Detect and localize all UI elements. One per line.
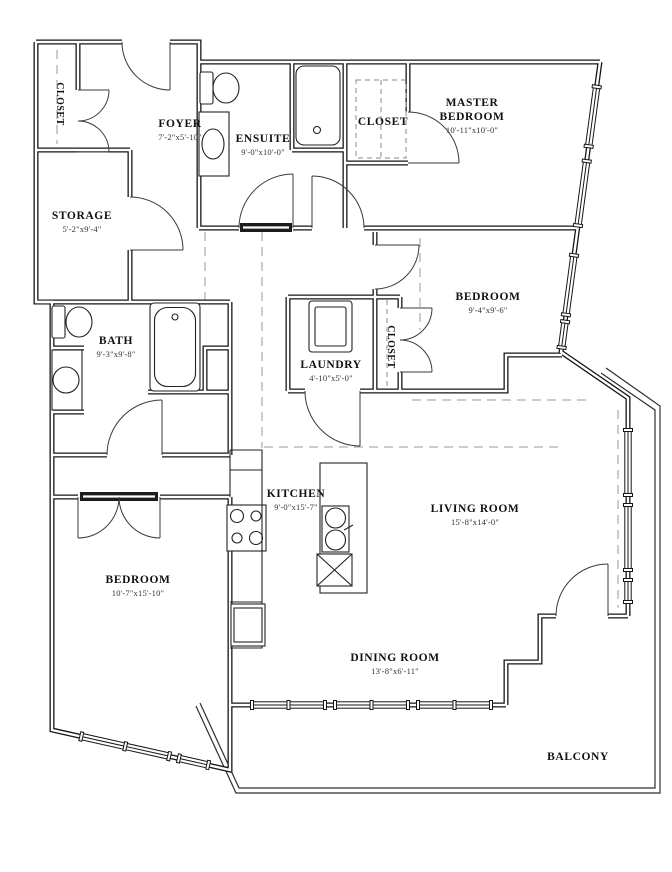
room-label-bath: BATH [98,335,134,347]
room-dims-bedroom-3: 10'-7"x15'-10" [111,588,165,598]
balcony-outline [196,368,660,793]
room-label-master-bedroom-2: BEDROOM [439,111,505,123]
bath-door [107,400,162,455]
room-dims-dining-room: 13'-8"x6'-11" [371,666,419,676]
bedroom3-french-doors [78,497,160,538]
bath-sink-icon [52,350,82,410]
stove-icon [227,505,266,551]
room-label-living-room: LIVING ROOM [430,503,520,515]
room-label-balcony: BALCONY [547,751,609,763]
ensuite-shower-icon [296,66,340,145]
laundry-door [305,391,360,446]
windows-dining-wall [251,701,493,710]
bath-toilet-icon [52,306,92,338]
room-label-bedroom-2: BEDROOM [455,291,521,303]
room-dims-foyer: 7'-2"x5'-10" [158,132,202,142]
room-label-storage: STORAGE [51,210,113,222]
storage-door [130,197,183,250]
room-label-kitchen: KITCHEN [266,488,326,500]
room-label-ensuite: ENSUITE [235,133,291,145]
room-label-laundry: LAUNDRY [300,359,362,371]
entry-door [122,42,170,90]
room-label-master-bedroom-1: MASTER [445,97,499,109]
washer-icon [309,301,352,352]
room-dims-kitchen: 9'-0"x15'-7" [274,502,318,512]
room-dims-master-bedroom: 10'-11"x10'-0" [445,125,499,135]
room-label-dining-room: DINING ROOM [350,652,440,664]
pocket-door-threshold-ensuite [240,223,292,232]
room-dims-bedroom-2: 9'-4"x9'-6" [468,305,508,315]
room-dims-bath: 9'-3"x9'-8" [96,349,136,359]
ensuite-door [239,174,293,228]
room-dims-laundry: 4'-10"x5'-0" [309,373,353,383]
windows-bedroom3-angled-wall [79,732,211,770]
room-dims-living-room: 15'-8"x14'-0" [450,517,500,527]
room-label-closet-hall: CLOSET [385,325,396,369]
windows-master-slant-wall [557,85,601,350]
dishwasher-icon [317,554,352,586]
balcony-door [556,564,608,616]
room-dims-ensuite: 9'-0"x10'-0" [241,147,285,157]
bedroom2-door [375,245,419,289]
ensuite-sink-icon [199,112,229,176]
entry-closet-bifold-doors [78,90,109,152]
refrigerator-icon [231,604,265,646]
bathtub-icon [150,303,200,391]
room-label-master-closet: CLOSET [357,116,409,128]
walls-inner [36,42,628,770]
room-label-closet-entry: CLOSET [54,82,65,126]
master-bedroom-door [312,176,364,228]
room-label-foyer: FOYER [158,118,202,130]
ensuite-toilet-icon [200,72,239,104]
hall-closet-bifold-doors [400,308,432,372]
room-dims-storage: 5'-2"x9'-4" [62,224,102,234]
room-label-bedroom-3: BEDROOM [105,574,171,586]
